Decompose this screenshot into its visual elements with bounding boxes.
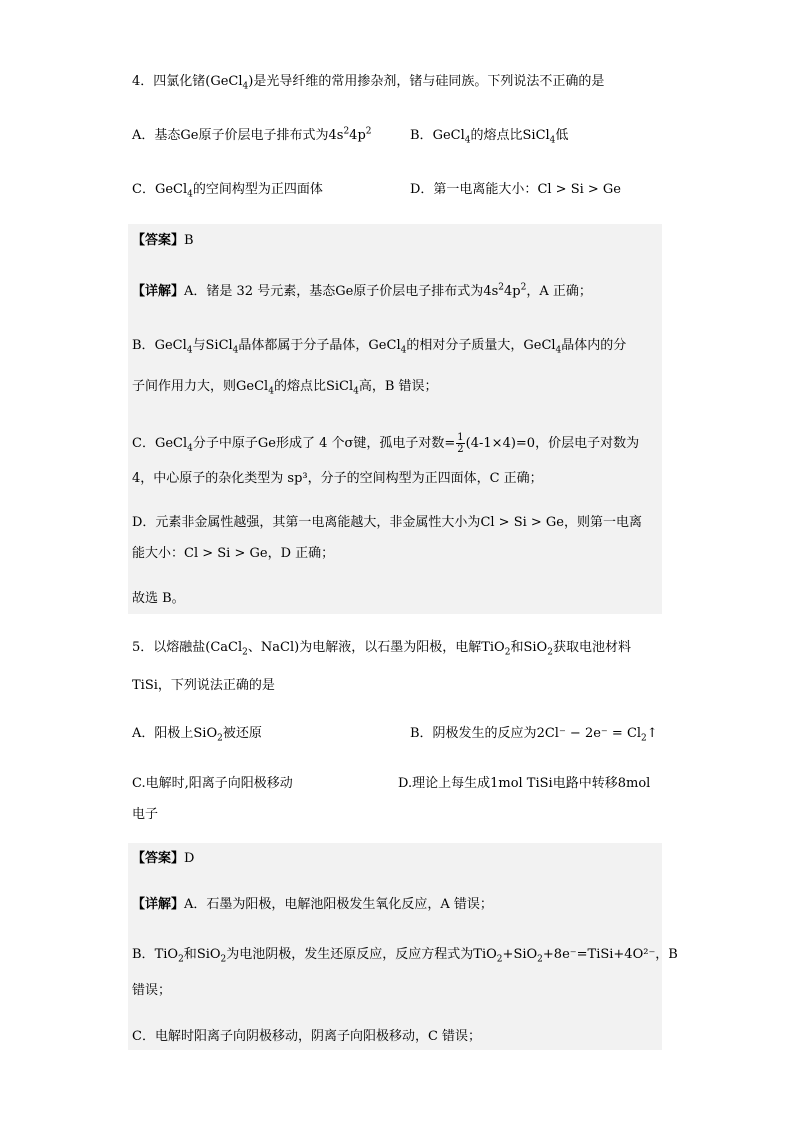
q4-answer [132,232,194,250]
option-text: 的熔点比 [470,128,523,143]
detail-text: 键，孤电子对数= [353,436,456,451]
formula: Ge [335,284,354,299]
option-text: 原子价层电子排布式为 [198,128,329,143]
subscript: 2 [178,954,184,965]
q5-stem-line-2 [132,677,275,695]
option-text: A．基态 [132,128,181,143]
subscript: 4 [187,443,193,454]
q5-option-d-continued [132,806,158,824]
option-text: 电子 [132,807,159,822]
q4-detail-line-7 [132,545,334,563]
formula: 4s [328,128,344,143]
q5-stem-line-1 [132,639,631,657]
q4-option-d [410,181,621,199]
fraction-denominator: 2 [457,444,464,455]
formula: SiCl [522,128,550,143]
detail-text: D．元素非金属性越强，其第一电离能越大，非金属性大小为 [132,515,481,530]
formula: NaCl [260,640,295,655]
subscript: 2 [547,647,553,658]
q5-detail-line-4 [132,1028,481,1046]
subscript: 4 [555,345,562,356]
formula: GeCl [154,338,187,353]
q4-detail-line-1 [132,283,592,301]
q5-answer [132,850,194,868]
formula: σ [344,436,354,451]
formula: 1mol TiSi [490,776,553,791]
detail-text: 与 [192,338,206,353]
formula: Cl > Si > Ge [184,546,268,561]
q5-stem-text: 和 [510,640,524,655]
formula: GeCl [523,338,556,353]
subscript: 4 [464,135,471,146]
superscript: 2 [365,126,372,137]
detail-text: 的熔点比 [273,379,326,394]
option-text: B．阴极发生的反应为 [410,726,537,741]
formula: SiO [193,726,218,741]
detail-text: 子间作用力大，则 [132,379,237,394]
formula: 8mol [617,776,651,791]
option-text: A．阳极上 [132,726,194,741]
formula: TiSi [132,678,158,693]
formula: SiO [513,947,538,962]
q4-detail-line-4 [132,432,639,455]
formula: 2Cl⁻ − 2e⁻ = Cl [536,726,642,741]
answer-tag: 【答案】 [132,851,185,866]
subscript: 4 [353,386,359,397]
q4-detail-line-6 [132,514,642,532]
detail-text: B． [132,338,155,353]
q5-detail-line-2 [132,946,678,964]
q4-detail-line-2 [132,337,626,355]
detail-text: C． [132,436,155,451]
subscript: 2 [641,733,647,744]
superscript: 2 [520,282,527,293]
q5-option-c [132,775,293,793]
detail-text: 形成了 4 个 [275,436,345,451]
detail-text: ，A 正确； [526,284,592,299]
subscript: 4 [549,135,556,146]
subscript: 4 [232,345,239,356]
answer-value: B [184,233,194,248]
q5-stem-text: ，下列说法正确的是 [157,678,275,693]
q4-detail-line-3 [132,378,438,396]
detail-text: 的相对分子质量大， [406,338,524,353]
subscript: 2 [220,954,227,965]
formula: TiO [154,947,179,962]
option-text: C． [132,182,155,197]
formula: SiO [196,947,221,962]
formula: Ge [257,436,276,451]
option-text: 被还原 [222,726,262,741]
arrow-up-icon: ↑ [646,726,658,741]
superscript: 2 [498,282,504,293]
answer-tag: 【答案】 [132,233,185,248]
detail-text: 为电池阴极，发生还原反应，反应方程式为 [226,947,474,962]
detail-text: 错误； [132,983,172,998]
q4-stem-text: 4．四氯化锗( [132,74,211,89]
subscript: 4 [186,345,193,356]
detail-text: 晶体内的分 [561,338,627,353]
q4-detail-line-5 [132,470,543,488]
detail-text: B． [132,947,155,962]
detail-text: 高，B 错误； [358,379,438,394]
detail-text: C．电解时阳离子向阴极移动，阴离子向阳极移动，C 错误； [132,1029,482,1044]
q4-stem-text: )是光导纤维的常用掺杂剂，锗与硅同族。下列说法不正确的是 [248,74,605,89]
subscript: 4 [187,189,193,200]
q5-stem-text: )为电解液，以石墨为阳极，电解 [294,640,482,655]
option-text: 的空间构型为正四面体 [192,182,323,197]
option-text: D.理论上每生成 [398,776,491,791]
answer-value: D [184,851,195,866]
subscript: 4 [400,345,407,356]
detail-text: A．石墨为阳极，电解池阳极发生氧化反应，A 错误； [184,897,493,912]
detail-text: 4，中心原子的杂化类型为 sp³，分子的空间构型为正四面体，C 正确； [132,471,543,486]
detail-text: + [502,947,514,962]
formula: GeCl [210,74,243,89]
q5-stem-text: 5．以熔融盐( [132,640,211,655]
formula: Cl > Si > Ge [537,182,621,197]
formula: GeCl [154,182,188,197]
detail-text: 和 [183,947,197,962]
detail-text: A．锗是 32 号元素，基态 [184,284,336,299]
detail-tag: 【详解】 [132,897,185,912]
detail-text: 原子价层电子排布式为 [353,284,484,299]
q4-option-c [132,181,323,199]
fraction-numerator: 1 [457,432,464,443]
q5-stem-text: 获取电池材料 [552,640,631,655]
formula: GeCl [236,379,269,394]
formula: Cl > Si > Ge [480,515,564,530]
subscript: 4 [242,81,249,92]
subscript: 2 [537,954,543,965]
q5-detail-line-3 [132,982,171,1000]
formula: SiCl [205,338,233,353]
detail-text: (4-1×4)=0，价层电子对数为 [465,436,640,451]
subscript: 2 [496,954,503,965]
q4-option-a [132,127,372,145]
fraction [456,432,464,455]
q5-stem-text: 、 [247,640,261,655]
formula: 4p [349,128,366,143]
detail-text: ，D 正确； [267,546,335,561]
detail-tag: 【详解】 [132,284,185,299]
q5-option-a [132,725,262,743]
formula: 4s [483,284,499,299]
option-text: D．第一电离能大小： [410,182,538,197]
formula: GeCl [432,128,465,143]
formula: TiO [481,640,505,655]
option-text: 电路中转移 [552,776,618,791]
formula: TiO [473,947,497,962]
option-text: C.电解时,阳离子向阳极移动 [132,776,293,791]
option-text: B． [410,128,433,143]
superscript: 2 [343,126,350,137]
q5-option-d [398,775,650,793]
detail-text: 分子中原子 [192,436,258,451]
subscript: 2 [504,647,511,658]
detail-text: 能大小： [132,546,185,561]
q4-detail-line-8 [132,590,185,608]
q5-detail-line-1 [132,896,493,914]
option-text: 低 [555,128,569,143]
detail-text: ，则第一电离 [564,515,643,530]
q5-option-b [410,725,658,743]
subscript: 4 [268,386,274,397]
detail-text: 故选 B。 [132,591,185,606]
detail-text: 晶体都属于分子晶体， [238,338,369,353]
formula: GeCl [368,338,401,353]
formula: SiO [523,640,548,655]
subscript: 2 [217,733,223,744]
formula: Ge [180,128,199,143]
formula: CaCl [210,640,243,655]
q4-stem [132,73,604,91]
formula: GeCl [154,436,188,451]
subscript: 2 [242,647,248,658]
detail-text: +8e⁻=TiSi+4O²⁻，B [542,947,678,962]
q4-option-b [410,127,568,145]
formula: SiCl [325,379,354,394]
formula: 4p [504,284,521,299]
